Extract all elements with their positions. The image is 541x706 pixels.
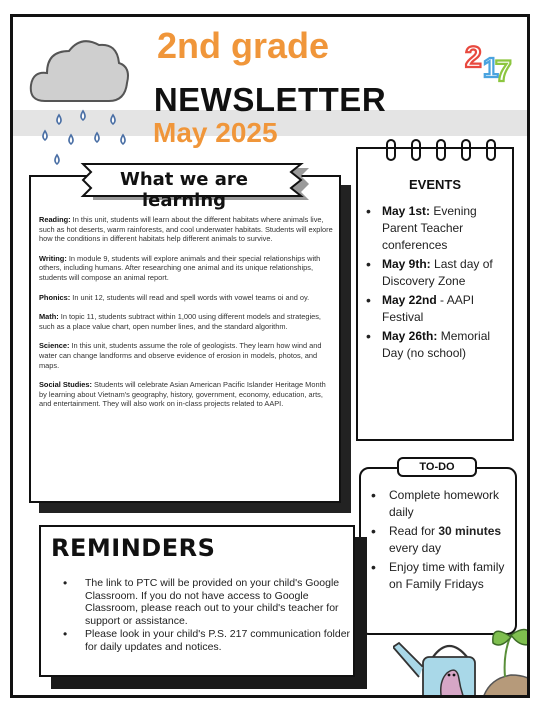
list-item: • Read for 30 minutes every day: [365, 523, 515, 557]
list-item: • Enjoy time with family on Family Fridays: [365, 559, 515, 593]
list-item: • May 9th: Last day of Discovery Zone: [364, 256, 512, 290]
logo-digit-2: 2: [465, 41, 482, 74]
learning-writing: Writing: In module 9, students will explore animals and their special relationships with others, including humans. After researching one animal and its unique relationships, students will compose an animal report.: [39, 253, 321, 282]
list-item: • The link to PTC will be provided on your child's Google Classroom. If you do not have access to Google Classroom, please reach out to your child's teacher for support or assistance.: [61, 577, 353, 627]
list-item: • May 22nd - AAPI Festival: [364, 292, 512, 326]
list-item: • Complete homework daily: [365, 487, 515, 521]
grade-title: 2nd grade: [156, 25, 330, 66]
list-item: • Please look in your child's P.S. 217 communication folder for daily updates and notices.: [61, 628, 353, 653]
learning-reading: Reading: In this unit, students will learn about the different habitats where animals live, such as hot deserts, warm rainforests, and cool underwater habitats. Students will explore how the conditions in different habitats help different animals to survive.: [39, 215, 333, 244]
reminders-list: [61, 577, 353, 653]
events-title: EVENTS: [408, 177, 461, 192]
learning-social-studies: Social Studies: Students will celebrate Asian American Pacific Islander Heritage Month by learning about Vietnam's geography, history, government, economy, education, arts, and entertainment. They will also work on in-class projects related to AAPI.: [39, 380, 326, 409]
learning-science: Science: In this unit, students assume the role of geologists. They learn how wind and water can change landforms and observe evidence of erosion in models, photos, and maps.: [39, 341, 322, 370]
notepad-ring-icon: [486, 139, 496, 161]
notepad-ring-icon: [436, 139, 446, 161]
todo-list: [365, 487, 515, 595]
notepad-ring-icon: [386, 139, 396, 161]
newsletter-title: NEWSLETTER: [153, 81, 387, 118]
learning-content: [39, 215, 335, 419]
notepad-ring-icon: [411, 139, 421, 161]
notepad-ring-icon: [461, 139, 471, 161]
reminders-title: REMINDERS: [51, 534, 216, 562]
list-item: • May 1st: Evening Parent Teacher conferences: [364, 203, 512, 254]
events-list: [364, 203, 512, 364]
logo-digit-7: 7: [495, 55, 512, 85]
school-logo: [461, 35, 521, 85]
learning-math: Math: In topic 11, students subtract within 1,000 using different models and strategies, such as a place value chart, open number lines, and the standard algorithm.: [39, 312, 321, 331]
rain-cloud-icon: [25, 21, 135, 171]
learning-phonics: Phonics: In unit 12, students will read and spell words with vowel teams oi and oy.: [39, 292, 310, 302]
logo-digit-1: 1: [483, 52, 499, 83]
newsletter-page: [10, 14, 530, 698]
list-item: • May 26th: Memorial Day (no school): [364, 328, 512, 362]
todo-title: TO-DO: [397, 457, 477, 477]
watering-can-worm-icon: [393, 613, 530, 698]
learning-title: What we are learning: [119, 169, 249, 211]
month-title: May 2025: [153, 117, 278, 148]
